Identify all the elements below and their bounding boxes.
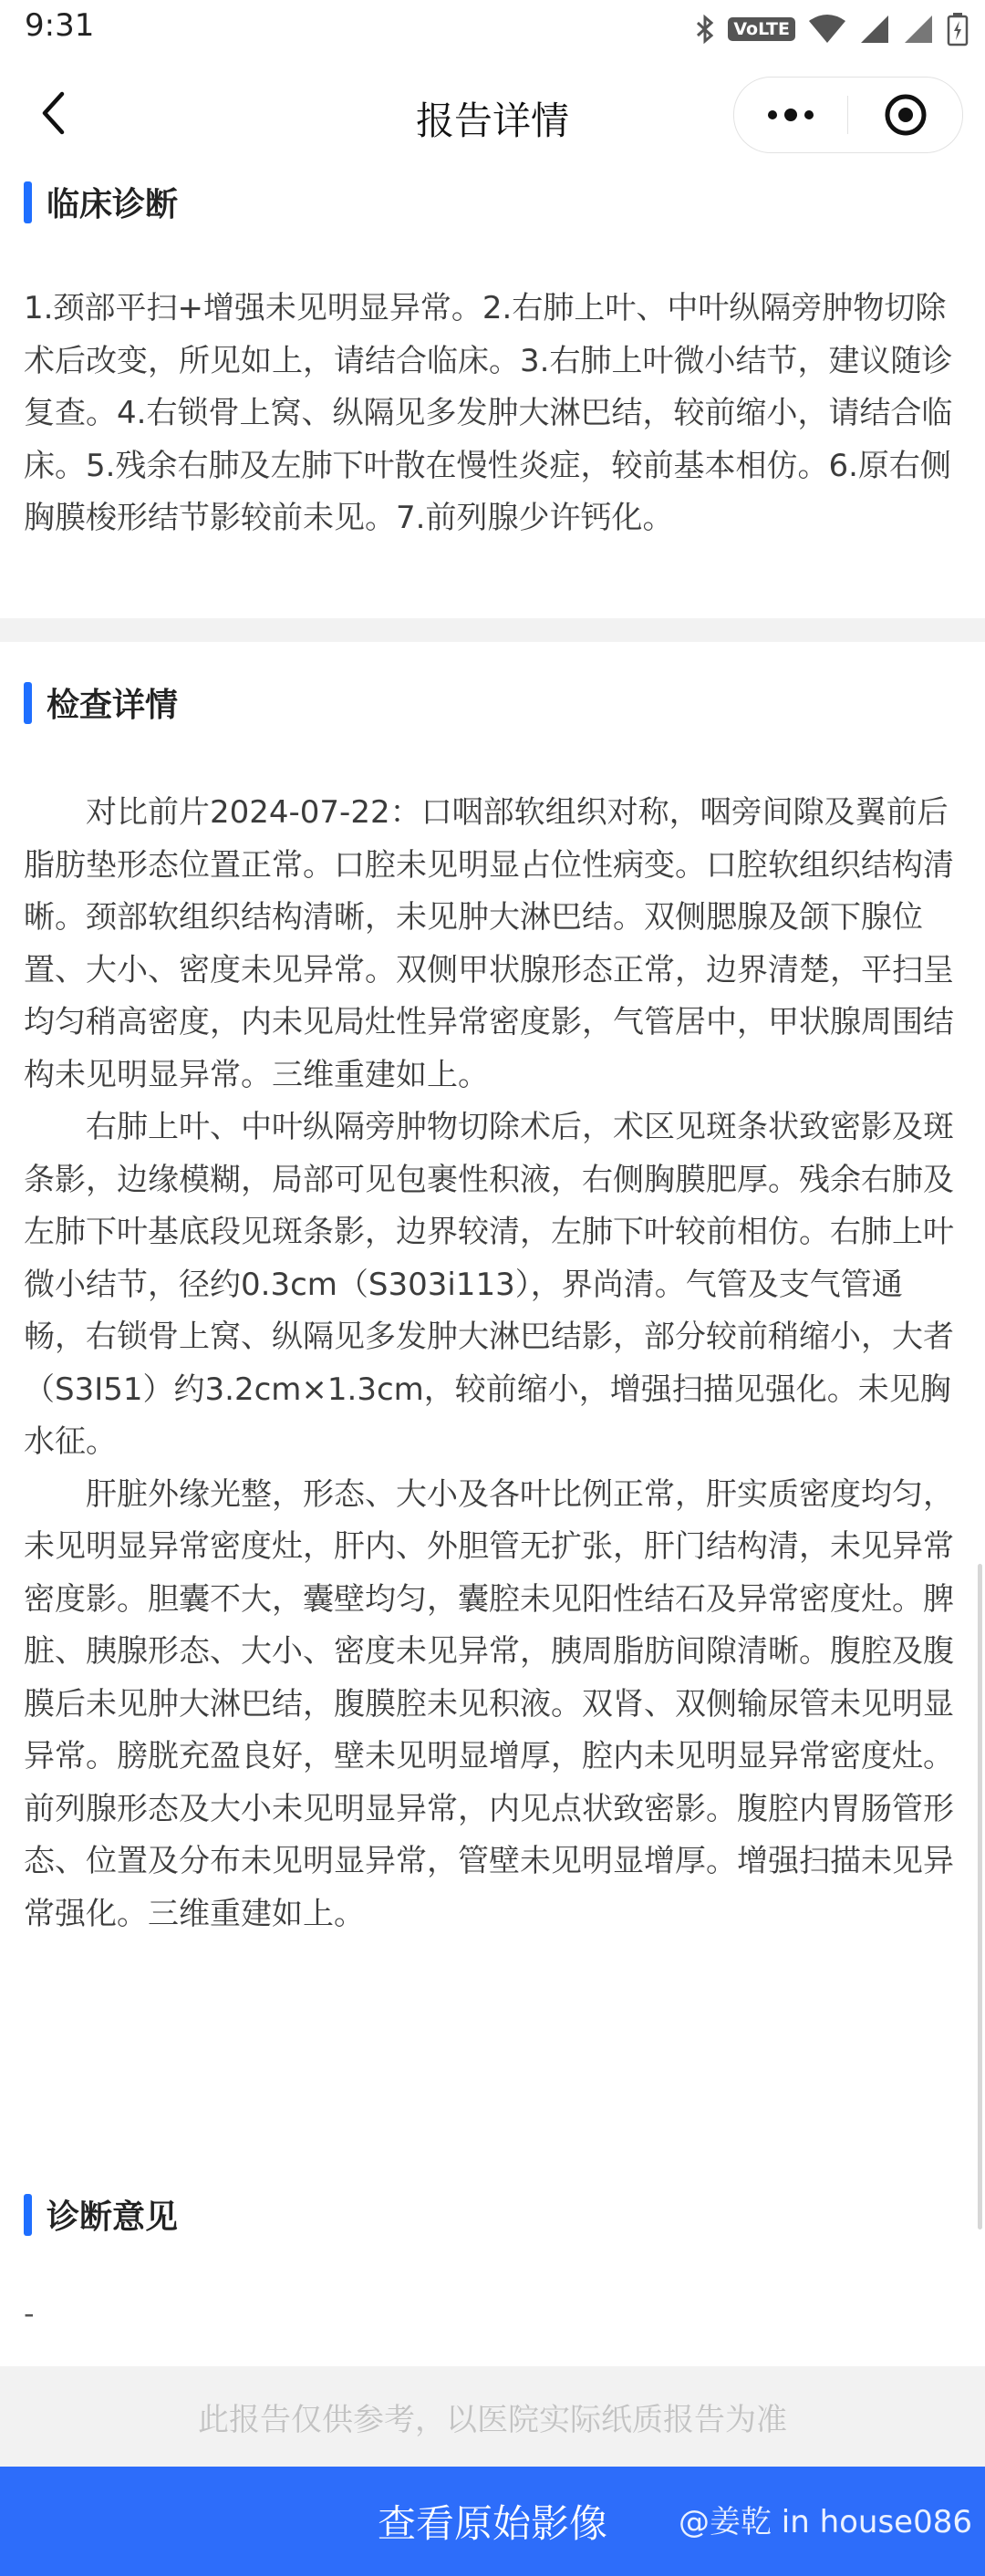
close-target-icon xyxy=(883,92,928,138)
status-icons xyxy=(695,11,969,47)
scrollbar[interactable] xyxy=(978,1564,982,2229)
status-time: 9:31 xyxy=(25,7,95,44)
disclaimer-bar xyxy=(0,2366,985,2467)
bluetooth-icon xyxy=(695,14,715,45)
menu-capsule xyxy=(733,77,963,153)
section-title: 诊断意见 xyxy=(47,2198,179,2236)
clinical-diagnosis-heading xyxy=(24,179,178,225)
section-accent-bar xyxy=(24,2194,32,2236)
section-title: 检查详情 xyxy=(47,687,179,724)
exam-paragraph: 肝脏外缘光整，形态、大小及各叶比例正常，肝实质密度均匀，未见明显异常密度灶，肝内、外胆管无扩张，肝门结构清，未见异常密度影。胆囊不大，囊壁均匀，囊腔未见阳性结石及异常密度灶。脾脏、胰腺形态、大小、密度未见异常，胰周脂肪间隙清晰。腹腔及腹膜后未见肿大淋巴结，腹膜腔未见积液。双肾、双侧输尿管未见明显异常。膀胱充盈良好，壁未见明显增厚，腔内未见明显异常密度灶。前列腺形态及大小未见明显异常，内见点状致密影。腹腔内胃肠管形态、位置及分布未见明显异常，管壁未见明显增厚。增强扫描未见异常强化。三维重建如上。 xyxy=(24,1475,954,1932)
close-button[interactable] xyxy=(848,78,962,152)
watermark: @姜乾 in house086 xyxy=(678,2504,972,2540)
disclaimer-text: 此报告仅供参考，以医院实际纸质报告为准 xyxy=(198,2401,787,2438)
diagnosis-opinion-heading xyxy=(24,2191,178,2238)
clinical-diagnosis-text xyxy=(24,283,963,545)
section-title: 临床诊断 xyxy=(47,186,179,223)
more-dots-icon xyxy=(765,108,816,122)
status-bar xyxy=(0,0,985,57)
battery-icon xyxy=(947,12,969,47)
exam-details-text xyxy=(24,787,963,1940)
nav-bar xyxy=(0,57,985,175)
signal-icon xyxy=(859,14,890,45)
signal-icon xyxy=(903,14,934,45)
view-button-label: 查看原始影像 xyxy=(377,2501,607,2546)
wifi-icon xyxy=(808,14,846,45)
exam-details-heading xyxy=(24,679,178,726)
volte-badge: VoLTE xyxy=(728,17,795,41)
clinical-paragraph: 1.颈部平扫+增强未见明显异常。2.右肺上叶、中叶纵隔旁肿物切除术后改变，所见如上，请结合临床。3.右肺上叶微小结节，建议随诊复查。4.右锁骨上窝、纵隔见多发肿大淋巴结，较前缩小，请结合临床。5.残余右肺及左肺下叶散在慢性炎症，较前基本相仿。6.原右侧胸膜梭形结节影较前未见。7.前列腺少许钙化。 xyxy=(24,290,953,536)
section-accent-bar xyxy=(24,682,32,724)
more-button[interactable] xyxy=(734,78,847,152)
exam-paragraph: 右肺上叶、中叶纵隔旁肿物切除术后，术区见斑条状致密影及斑条影，边缘模糊，局部可见包裹性积液，右侧胸膜肥厚。残余右肺及左肺下叶基底段见斑条影，边界较清，左肺下叶较前相仿。右肺上叶微小结节，径约0.3cm（S303i113），界尚清。气管及支气管通畅，右锁骨上窝、纵隔见多发肿大淋巴结影，部分较前稍缩小，大者（S3I51）约3.2cm×1.3cm，较前缩小，增强扫描见强化。未见胸水征。 xyxy=(24,1109,954,1460)
page-title: 报告详情 xyxy=(415,98,569,143)
diagnosis-opinion-text: - xyxy=(24,2296,35,2331)
section-accent-bar xyxy=(24,181,32,223)
section-separator xyxy=(0,618,985,642)
exam-paragraph: 对比前片2024-07-22：口咽部软组织对称，咽旁间隙及翼前后脂肪垫形态位置正常。口腔未见明显占位性病变。口腔软组织结构清晰。颈部软组织结构清晰，未见肿大淋巴结。双侧腮腺及颌下腺位置、大小、密度未见异常。双侧甲状腺形态正常，边界清楚，平扫呈均匀稍高密度，内未见局灶性异常密度影，气管居中，甲状腺周围结构未见明显异常。三维重建如上。 xyxy=(24,794,954,1093)
